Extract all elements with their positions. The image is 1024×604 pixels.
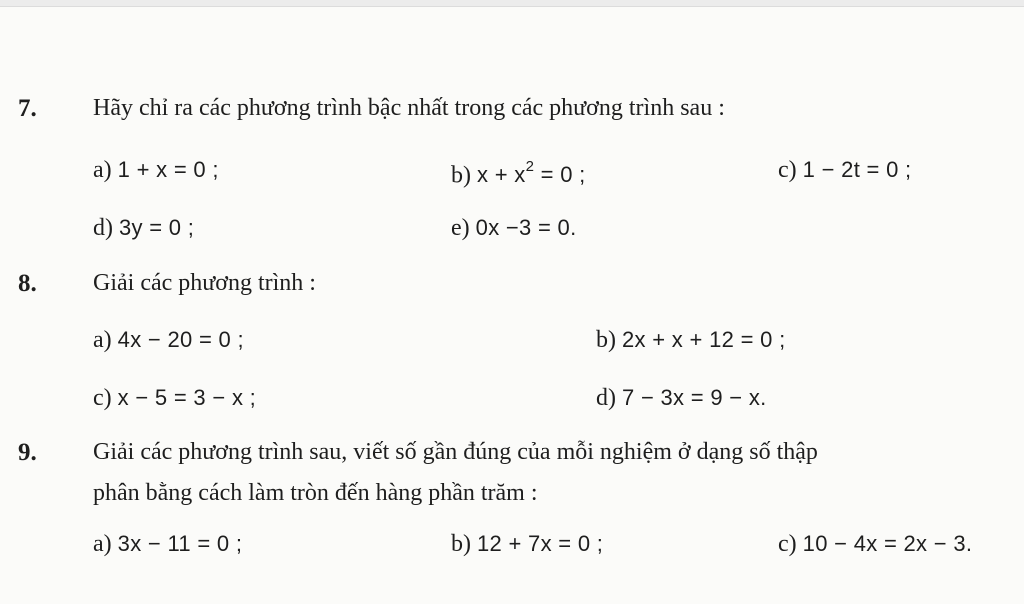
problem-number: 9. [18, 439, 37, 466]
equation: 12 + 7x = 0 ; [477, 531, 604, 556]
exercise-item-8a [93, 324, 244, 356]
exercise-item-9b [451, 528, 603, 560]
exercise-item-7b [451, 154, 586, 191]
problem-9-row-1 [0, 528, 1024, 560]
exercise-item-8d [596, 382, 767, 414]
equation: 4x − 20 = 0 ; [117, 327, 244, 352]
equation: $x + x^2 = 0$ ; [477, 158, 586, 188]
item-label: e) [451, 215, 470, 241]
item-label: b) [451, 162, 471, 189]
exercise-item-7d [93, 212, 194, 244]
equation: 2x + x + 12 = 0 ; [622, 327, 786, 352]
equation: 0x −3 = 0. [475, 215, 577, 240]
problem-number: 7. [18, 95, 37, 122]
exercise-item-7a [93, 154, 219, 186]
item-label: a) [93, 327, 112, 353]
problem-statement-line-1: Giải các phương trình sau, viết số gần đúng của mỗi nghiệm ở dạng số thập [93, 439, 818, 465]
equation: x − 5 = 3 − x ; [117, 385, 257, 410]
problem-statement-line-2: phân bằng cách làm tròn đến hàng phần trăm : [93, 480, 538, 506]
problem-7-row-1 [0, 154, 1024, 189]
exercise-item-9a [93, 528, 242, 560]
equation: 3x − 11 = 0 ; [117, 531, 243, 556]
equation: 7 − 3x = 9 − x. [622, 385, 767, 410]
problem-number: 8. [18, 270, 37, 297]
problem-statement: Giải các phương trình : [93, 270, 316, 296]
exercise-item-9c [778, 528, 972, 560]
item-label: b) [451, 531, 471, 557]
item-label: c) [93, 385, 112, 411]
equation: 10 − 4x = 2x − 3. [802, 531, 973, 556]
item-label: b) [596, 327, 616, 353]
equation: 1 + x = 0 ; [117, 157, 219, 182]
exercise-item-7e [451, 212, 577, 244]
exponent: 2 [525, 158, 535, 175]
exercise-item-8c [93, 382, 256, 414]
equation: 1 − 2t = 0 ; [802, 157, 912, 182]
item-label: d) [596, 385, 616, 411]
problem-statement: Hãy chỉ ra các phương trình bậc nhất trong các phương trình sau : [93, 95, 725, 121]
item-label: a) [93, 157, 112, 183]
exercise-item-8b [596, 324, 785, 356]
exercise-item-7c [778, 154, 911, 186]
problem-7-row-2 [0, 212, 1024, 244]
item-label: c) [778, 157, 797, 183]
equation: 3y = 0 ; [119, 215, 195, 240]
problem-8-row-2 [0, 382, 1024, 414]
item-label: c) [778, 531, 797, 557]
problem-8-row-1 [0, 324, 1024, 356]
item-label: d) [93, 215, 113, 241]
item-label: a) [93, 531, 112, 557]
